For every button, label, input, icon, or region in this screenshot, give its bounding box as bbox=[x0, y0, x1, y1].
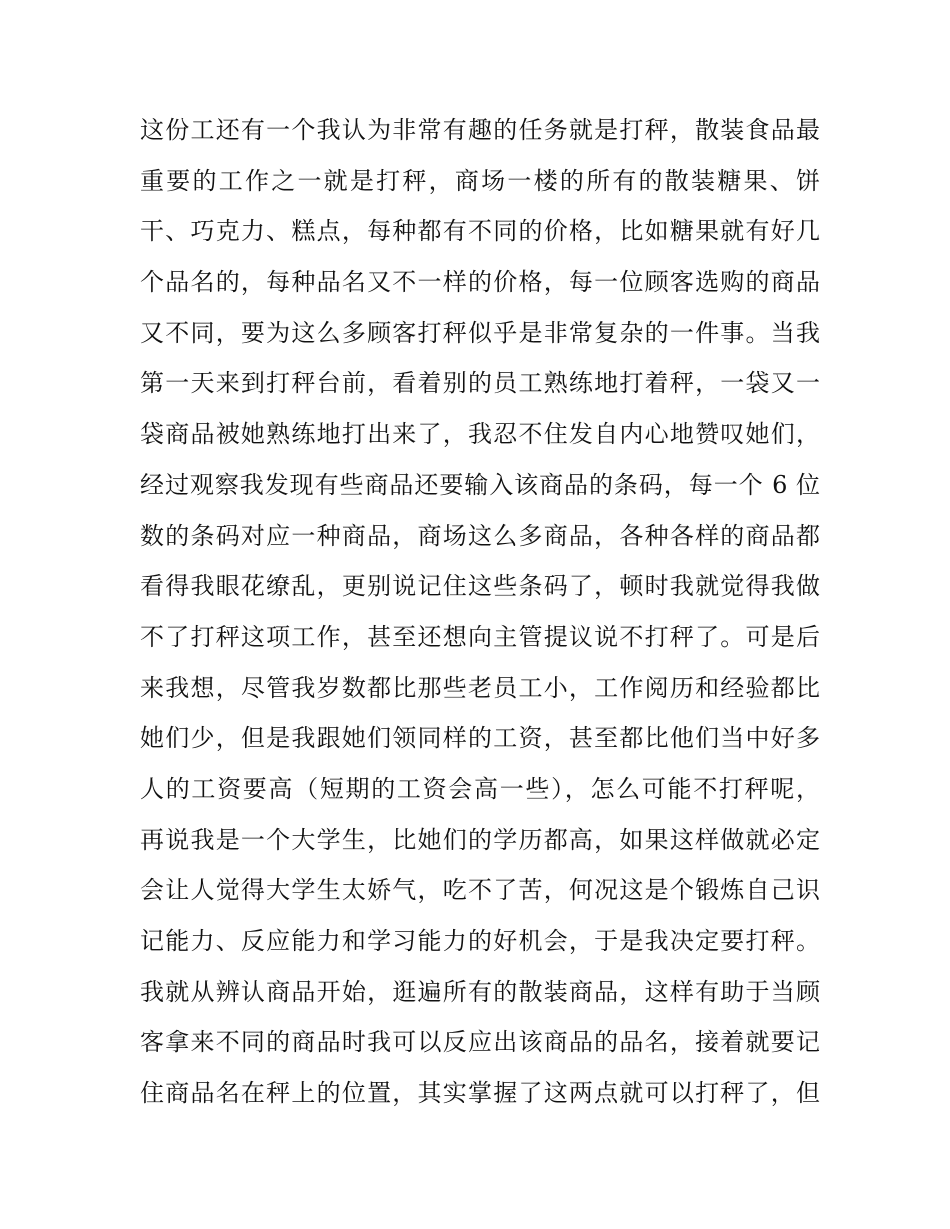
text-line: 她们少，但是我跟她们领同样的工资，甚至都比他们当中好多 bbox=[140, 724, 820, 753]
text-line: 记能力、反应能力和学习能力的好机会，于是我决定要打秤。 bbox=[140, 927, 820, 955]
text-line: 来我想，尽管我岁数都比那些老员工小，工作阅历和经验都比 bbox=[140, 673, 820, 702]
text-line: 客拿来不同的商品时我可以反应出该商品的品名，接着就要记 bbox=[140, 1028, 820, 1057]
text-line: 看得我眼花缭乱，更别说记住这些条码了，顿时我就觉得我做 bbox=[140, 572, 820, 601]
text-line: 个品名的，每种品名又不一样的价格，每一位顾客选购的商品 bbox=[140, 268, 820, 297]
text-line: 第一天来到打秤台前，看着别的员工熟练地打着秤，一袋又一 bbox=[140, 369, 820, 398]
text-line: 重要的工作之一就是打秤，商场一楼的所有的散装糖果、饼 bbox=[140, 166, 820, 195]
text-line: 这份工还有一个我认为非常有趣的任务就是打秤，散装食品最 bbox=[140, 116, 820, 144]
text-line: 又不同，要为这么多顾客打秤似乎是非常复杂的一件事。当我 bbox=[140, 318, 820, 347]
text-line: 会让人觉得大学生太娇气，吃不了苦，何况这是个锻炼自己识 bbox=[140, 876, 820, 905]
text-line: 经过观察我发现有些商品还要输入该商品的条码，每一个 6 位 bbox=[140, 470, 820, 499]
text-line: 人的工资要高（短期的工资会高一些），怎么可能不打秤呢， bbox=[140, 774, 820, 803]
text-line: 干、巧克力、糕点，每种都有不同的价格，比如糖果就有好几 bbox=[140, 217, 820, 246]
text-line: 袋商品被她熟练地打出来了，我忍不住发自内心地赞叹她们， bbox=[140, 420, 820, 449]
text-line: 数的条码对应一种商品，商场这么多商品，各种各样的商品都 bbox=[140, 521, 820, 550]
text-line: 再说我是一个大学生，比她们的学历都高，如果这样做就必定 bbox=[140, 825, 820, 854]
body-paragraph bbox=[140, 105, 820, 1119]
text-line: 不了打秤这项工作，甚至还想向主管提议说不打秤了。可是后 bbox=[140, 622, 820, 651]
text-line: 住商品名在秤上的位置，其实掌握了这两点就可以打秤了，但 bbox=[140, 1079, 820, 1108]
text-line: 我就从辨认商品开始，逛遍所有的散装商品，这样有助于当顾 bbox=[140, 977, 820, 1006]
